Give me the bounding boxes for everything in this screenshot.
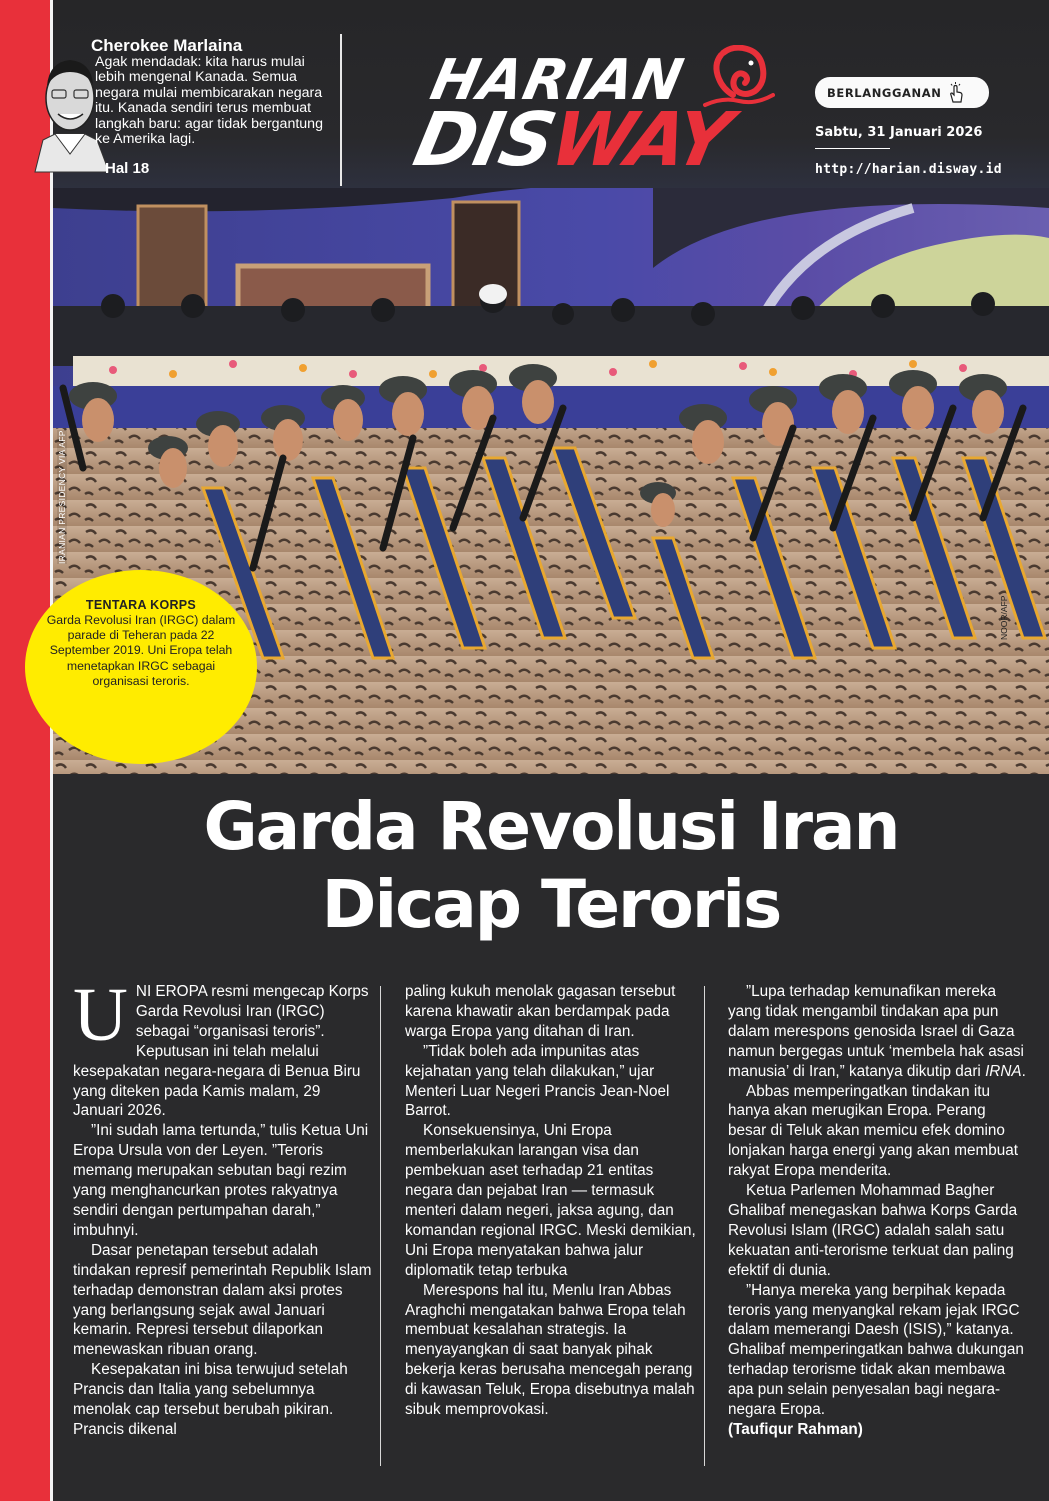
red-spine-bar <box>0 0 50 1501</box>
main-headline[interactable] <box>53 788 1049 944</box>
article-paragraph: Kesepakatan ini bisa terwujud setelah Prancis dan Italia yang sebelumnya menolak cap tersebut berubah pikiran. Prancis dikenal <box>73 1361 348 1438</box>
logo-dis: DIS <box>406 97 562 183</box>
article-paragraph: Konsekuensinya, Uni Eropa memberlakukan larangan visa dan pembekuan aset terhadap 21 entitas negara dan pejabat Iran — termasuk menteri dalam negeri, jaksa agung, dan komandan regional IRGC. Meski demikian, Uni Eropa menyatakan bahwa jalur diplomatik tetap terbuka <box>405 1122 696 1279</box>
caption-body: Garda Revolusi Iran (IRGC) dalam parade di Teheran pada 22 September 2019. Uni Eropa telah menetapkan IRGC sebagai organisasi teroris. <box>46 613 236 688</box>
columnist-teaser-block[interactable] <box>53 30 333 190</box>
website-link[interactable]: http://harian.disway.id <box>815 162 1002 177</box>
edition-date: Sabtu, 31 Januari 2026 <box>815 125 983 140</box>
author-byline: (Taufiqur Rahman) <box>728 1420 863 1438</box>
article-paragraph: ”Ini sudah lama tertunda,” tulis Ketua Uni Eropa Ursula von der Leyen. ”Teroris memang merupakan sebutan bagi rezim yang menghancurkan protes rakyatnya sendiri dengan pertumpahan darah,” imbuhnyi. <box>73 1122 369 1239</box>
article-column-3 <box>728 982 1028 1440</box>
logo-word-harian: HARIAN <box>425 48 690 113</box>
caption-title: TENTARA KORPS <box>85 598 197 612</box>
columnist-teaser-text: Agak mendadak: kita harus mulai lebih mengenal Kanada. Semua negara mulai membicarakan negara itu. Kanada sendiri terus membuat langkah baru: agar tidak bergantung ke Amerika lagi. <box>95 54 323 148</box>
columnist-name: Cherokee Marlaina <box>91 36 243 55</box>
article-paragraph: ”Hanya mereka yang berpihak kepada teroris yang menyangkal rekam jejak IRGC dalam memerangi Daesh (ISIS),” katanya. Ghalibaf memperingatkan bahwa dukungan terhadap terorisme tidak akan membawa apa pun selain penyesalan bagi negara-negara Eropa. <box>728 1281 1024 1419</box>
front-page <box>46 0 1049 1501</box>
article-paragraph <box>73 973 373 1121</box>
harian-disway-logo[interactable] <box>406 45 838 185</box>
article-column-1 <box>73 973 373 1440</box>
photo-credit-left: IRANIAN PRESIDENCY VIA AFP <box>57 430 67 564</box>
logo-way: WAY <box>543 97 737 183</box>
columnist-page-ref[interactable]: Hal 18 <box>105 160 150 177</box>
article-paragraph: paling kukuh menolak gagasan tersebut karena khawatir akan berdampak pada warga Eropa yang ditahan di Iran. <box>405 983 676 1040</box>
article-paragraph: Merespons hal itu, Menlu Iran Abbas Araghchi mengatakan bahwa Eropa telah membuat kesalahan strategis. Ia menyayangkan di saat banyak pihak bekerja keras berusaha mencegah perang di kawasan Teluk, Eropa disebutnya malah sibuk memprovokasi. <box>405 1281 695 1419</box>
paragraph-text: ”Lupa terhadap kemunafikan mereka yang tidak mengambil tindakan apa pun dalam merespons genosida Israel di Gaza namun bergegas untuk ‘membela hak asasi manusia’ di Iran,” katanya dikutip dari <box>728 983 1024 1080</box>
photo-caption-bubble <box>25 570 257 764</box>
article-paragraph: ”Lupa terhadap kemunafikan mereka yang tidak mengambil tindakan apa pun dalam merespons genosida Israel di Gaza namun bergegas untuk ‘membela hak asasi manusia’ di Iran,” katanya dikutip dari IRNA. <box>728 983 1026 1080</box>
headline-line-1: Garda Revolusi Iran <box>203 788 899 865</box>
article-paragraph: ”Tidak boleh ada impunitas atas kejahatan yang telah dilakukan,” ujar Menteri Luar Negeri Prancis Jean-Noel Barrot. <box>405 1042 670 1120</box>
logo-emblem-icon <box>703 45 775 111</box>
article-body <box>73 973 1033 1492</box>
paragraph-text: NI EROPA resmi mengecap Korps Garda Revolusi Iran (IRGC) sebagai “organisasi teroris”. Keputusan ini telah melalui kesepakatan negara-negara di Benua Biru yang diteken pada Kamis malam, 29 Januari 2026. <box>73 983 369 1120</box>
column-divider <box>380 986 381 1466</box>
date-underline <box>815 148 890 149</box>
drop-cap: U <box>73 973 128 1057</box>
article-paragraph: Abbas memperingatkan tindakan itu hanya akan merugikan Eropa. Perang besar di Teluk akan memicu efek domino lonjakan harga energi yang akan membuat rakyat Eropa menderita. <box>728 1082 1018 1180</box>
article-paragraph: Ketua Parlemen Mohammad Bagher Ghalibaf menegaskan bahwa Korps Garda Revolusi Islam (IRGC) adalah salah satu kekuatan anti-terorisme terkuat dan paling efektif di dunia. <box>728 1182 1018 1279</box>
subscribe-label: BERLANGGANAN <box>827 85 942 100</box>
masthead-divider <box>340 34 342 186</box>
column-divider <box>704 986 705 1466</box>
headline-line-2: Dicap Teroris <box>321 866 781 943</box>
source-name: IRNA <box>985 1062 1022 1080</box>
masthead <box>53 0 1049 195</box>
article-paragraph: Dasar penetapan tersebut adalah tindakan represif pemerintah Republik Islam terhadap demonstran dalam aksi protes yang berlangsung sejak awal Januari kemarin. Represi tersebut dilaporkan menewaskan ribuan orang. <box>73 1241 372 1359</box>
article-column-2 <box>405 982 705 1420</box>
subscribe-button[interactable] <box>815 77 989 108</box>
photo-credit-right: NOOR/AFP <box>999 595 1009 640</box>
pointer-hand-icon <box>946 82 966 104</box>
logo-word-disway <box>406 97 737 183</box>
